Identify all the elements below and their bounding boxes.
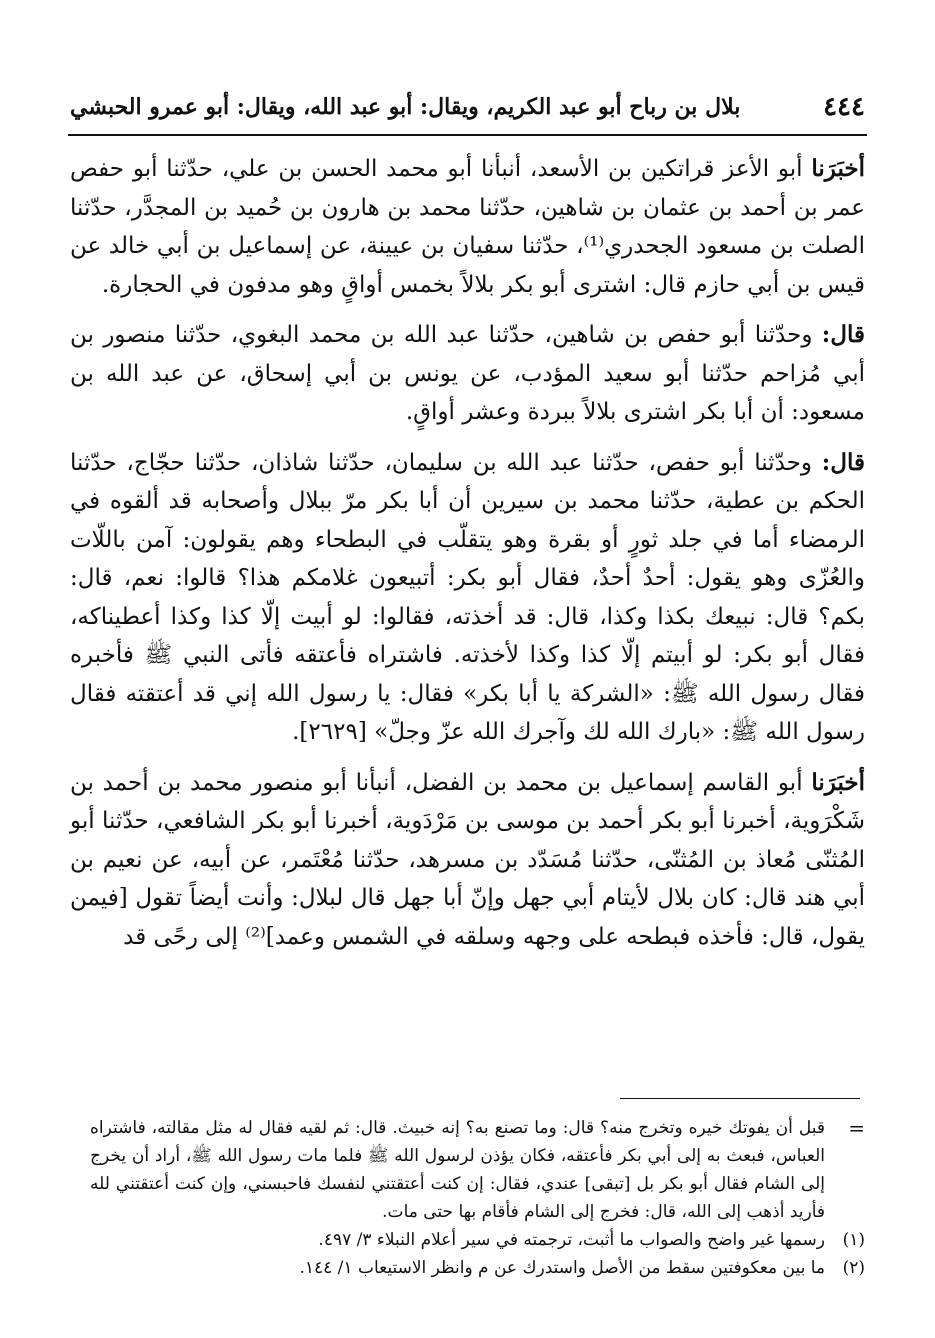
footnote-number: (٢) [842,1258,865,1278]
footnote-1 [90,1226,865,1254]
paragraph-text: وحدّثنا أبو حفص، حدّثنا عبد الله بن سليمان، حدّثنا شاذان، حدّثنا حجّاج، حدّثنا الحكم بن عطية، حدّثنا محمد بن سيرين أن أبا بكر مرّ ببلال وأصحابه قد ألقوه في الرمضاء أما في جلد ثورٍ أو بقرة وهو يتقلّب في البطحاء وهم يقولون: آمن باللّات والعُزّى وهو يقول: أحدٌ أحدٌ، فقال أبو بكر: أتبيعون غلامكم هذا؟ قالوا: نعم، قال: بكم؟ قال: نبيعك بكذا وكذا، قال: قد أخذته، فقالوا: لو أبيت إلّا كذا وكذا أعطيناكه، فقال أبو بكر: لو أبيتم إلّا كذا وكذا لأخذته. فاشتراه فأعتقه فأتى النبي ﷺ فأخبره فقال رسول الله ﷺ: «الشركة يا أبا بكر» فقال: يا رسول الله إني قد أعتقته فقال رسول الله ﷺ: «بارك الله لك وآجرك الله عزّ وجلّ» [٢٦٢٩]. [70,449,865,745]
paragraph-4 [70,764,865,957]
page-header [70,88,865,128]
paragraph-lead: أخبَرَنا [811,768,865,796]
footnote-continuation [90,1114,865,1226]
paragraph-text: أبو القاسم إسماعيل بن محمد بن الفضل، أنبأنا أبو منصور محمد بن أحمد بن شَكْرَوية، أخبرنا أبو بكر أحمد بن موسى بن مَرْدَوية، أخبرنا أبو بكر الشافعي، حدّثنا أبو المُثنّى مُعاذ بن المُثنّى، حدّثنا مُسَدّد بن مسرهد، حدّثنا مُعْتَمر، عن أبيه، عن نعيم بن أبي هند قال: كان بلال لأيتام أبي جهل وإنّ أبا جهل قال لبلال: وأنت أيضاً تقول [فيمن يقول، قال: فأخذه فبطحه على وجهه وسلقه في الشمس وعمد]⁽²⁾ إلى رحًى قد [70,769,865,950]
footnote-number: (١) [842,1230,865,1250]
paragraph-3 [70,444,865,752]
footnote-rule [620,1098,860,1099]
footnote-2 [90,1254,865,1282]
paragraph-lead: قال: [821,448,865,476]
main-text [70,150,865,968]
paragraph-text: وحدّثنا أبو حفص بن شاهين، حدّثنا عبد الله بن محمد البغوي، حدّثنا منصور بن أبي مُزاحم حدّثنا أبو سعيد المؤدب، عن يونس بن أبي إسحاق، عن عبد الله بن مسعود: أن أبا بكر اشترى بلالاً ببردة وعشر أواقٍ. [70,322,865,425]
running-title: بلال بن رباح أبو عبد الكريم، ويقال: أبو عبد الله، ويقال: أبو عمرو الحبشي [70,94,741,120]
header-rule [68,134,867,136]
paragraph-lead: أخبَرَنا [811,155,865,182]
footnote-continuation-text: قبل أن يفوتك خيره وتخرج منه؟ قال: وما تصنع به؟ إنه خبيث. قال: ثم لقيه فقال له مثل مقالته، فاشتراه العباس، فبعث به إلى أبي بكر فأعتقه، فكان يؤذن لرسول الله ﷺ فلما مات رسول الله ﷺ، أراد أن يخرج إلى الشام فقال أبو بكر بل [تبقى] عندي، فقال: إن كنت أعتقتني لنفسك فاحبسني، وإن كنت أعتقتني لله فأريد أذهب إلى الله، قال: فخرج إلى الشام فأقام بها حتى مات. [90,1118,825,1222]
footnotes [90,1114,865,1282]
paragraph-2 [70,316,865,432]
footnote-text: رسمها غير واضح والصواب ما أثبت، ترجمته في سير أعلام النبلاء ٣/ ٤٩٧. [318,1230,825,1250]
paragraph-lead: قال: [821,321,865,348]
paragraph-text: أبو الأعز قراتكين بن الأسعد، أنبأنا أبو محمد الحسن بن علي، حدّثنا أبو حفص عمر بن أحمد بن عثمان بن شاهين، حدّثنا محمد بن هارون بن حُميد بن المجدَّر، حدّثنا الصلت بن مسعود الجحدري⁽¹⁾، حدّثنا سفيان بن عيينة، عن إسماعيل بن أبي خالد عن قيس بن أبي حازم قال: اشترى أبو بكر بلالاً بخمس أواقٍ وهو مدفون في الحجارة. [70,156,866,298]
footnote-text: ما بين معكوفتين سقط من الأصل واستدرك عن م وانظر الاستيعاب ١/ ١٤٤. [299,1258,825,1278]
page-number: ٤٤٤ [823,92,865,122]
continuation-marker: = [848,1116,865,1140]
paragraph-1 [70,150,865,304]
